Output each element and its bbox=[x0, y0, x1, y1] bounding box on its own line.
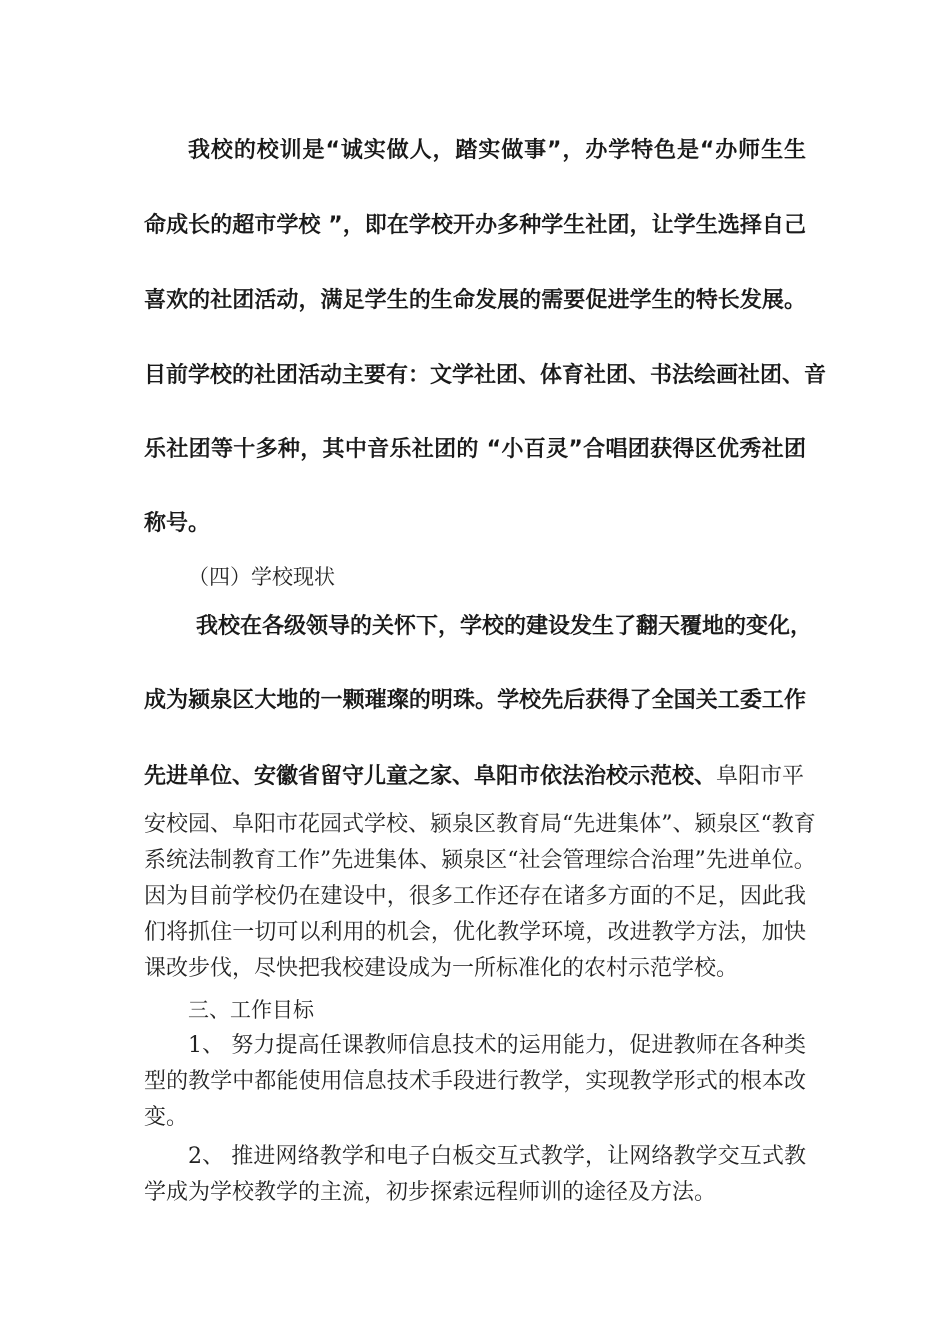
paragraph-2-line-1: 我校在各级领导的关怀下，学校的建设发生了翻天覆地的变化， bbox=[196, 614, 813, 639]
paragraph-1-line-4: 目前学校的社团活动主要有：文学社团、体育社团、书法绘画社团、音 bbox=[144, 363, 827, 388]
section-heading-school-status: （四）学校现状 bbox=[188, 565, 335, 589]
paragraph-1-line-3: 喜欢的社团活动，满足学生的生命发展的需要促进学生的特长发展。 bbox=[144, 288, 806, 313]
paragraph-1-line-1: 我校的校训是“诚实做人，踏实做事”，办学特色是“办师生生 bbox=[188, 138, 806, 163]
paragraph-2-line-2: 成为颍泉区大地的一颗璀璨的明珠。学校先后获得了全国关工委工作 bbox=[144, 688, 806, 713]
goal-1-line-2: 型的教学中都能使用信息技术手段进行教学，实现教学形式的根本改 bbox=[144, 1069, 806, 1094]
paragraph-2-line-3-regular: 阜阳市平 bbox=[716, 764, 805, 789]
paragraph-2-line-4: 安校园、阜阳市花园式学校、颍泉区教育局“先进集体”、颍泉区“教育 bbox=[144, 812, 816, 837]
goal-1-line-1: 1、 努力提高任课教师信息技术的运用能力，促进教师在各种类 bbox=[188, 1033, 806, 1058]
paragraph-1-line-6: 称号。 bbox=[144, 511, 211, 536]
goal-2-line-1: 2、 推进网络教学和电子白板交互式教学，让网络教学交互式教 bbox=[188, 1144, 806, 1169]
paragraph-1-line-5: 乐社团等十多种，其中音乐社团的 “小百灵”合唱团获得区优秀社团 bbox=[144, 437, 806, 462]
paragraph-2-line-5: 系统法制教育工作”先进集体、颍泉区“社会管理综合治理”先进单位。 bbox=[144, 848, 816, 873]
goal-2-line-2: 学成为学校教学的主流，初步探索远程师训的途径及方法。 bbox=[144, 1180, 717, 1205]
section-heading-work-goals: 三、工作目标 bbox=[188, 998, 314, 1022]
paragraph-2-line-8: 课改步伐，尽快把我校建设成为一所标准化的农村示范学校。 bbox=[144, 956, 739, 981]
paragraph-2-line-3-bold: 先进单位、安徽省留守儿童之家、阜阳市依法治校示范校、 bbox=[144, 764, 717, 789]
paragraph-2-line-7: 们将抓住一切可以利用的机会，优化教学环境，改进教学方法，加快 bbox=[144, 920, 806, 945]
paragraph-2-line-3 bbox=[144, 761, 806, 792]
paragraph-1-line-2: 命成长的超市学校 ”，即在学校开办多种学生社团，让学生选择自己 bbox=[144, 213, 806, 238]
goal-1-line-3: 变。 bbox=[144, 1105, 189, 1130]
paragraph-2-line-6: 因为目前学校仍在建设中，很多工作还存在诸多方面的不足，因此我 bbox=[144, 884, 806, 909]
